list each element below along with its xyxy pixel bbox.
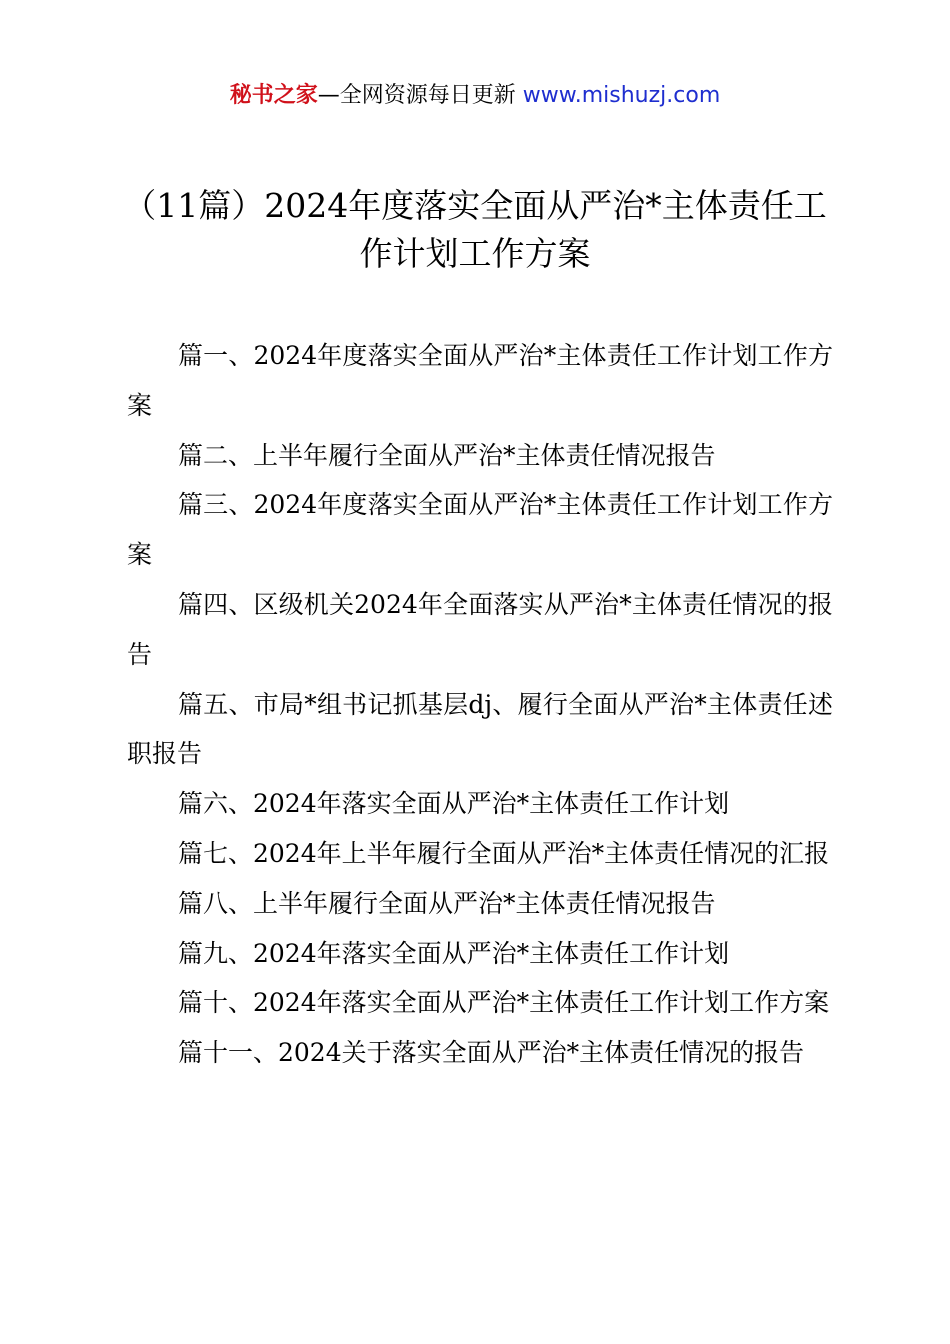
site-link[interactable]: www.mishuzj.com xyxy=(522,83,721,108)
toc-item-10: 篇十、2024年落实全面从严治*主体责任工作计划工作方案 xyxy=(178,988,830,1018)
toc-item-1: 篇一、2024年度落实全面从严治*主体责任工作计划工作方案 xyxy=(127,341,833,420)
toc-item-7: 篇七、2024年上半年履行全面从严治*主体责任情况的汇报 xyxy=(178,838,830,868)
table-of-contents xyxy=(127,331,833,1078)
header-tagline: —全网资源每日更新 xyxy=(317,83,523,108)
brand-name: 秘书之家 xyxy=(229,83,318,108)
toc-item-5: 篇五、市局*组书记抓基层dj、履行全面从严治*主体责任述职报告 xyxy=(127,689,833,769)
toc-item-4: 篇四、区级机关2024年全面落实从严治*主体责任情况的报告 xyxy=(127,589,833,669)
document-title: （11篇）2024年度落实全面从严治*主体责任工作计划工作方案 xyxy=(123,186,827,273)
toc-item-3: 篇三、2024年度落实全面从严治*主体责任工作计划工作方案 xyxy=(127,490,833,570)
toc-item-2: 篇二、上半年履行全面从严治*主体责任情况报告 xyxy=(178,440,716,470)
toc-item-8: 篇八、上半年履行全面从严治*主体责任情况报告 xyxy=(178,888,716,918)
site-header xyxy=(0,80,950,112)
toc-item-9: 篇九、2024年落实全面从严治*主体责任工作计划 xyxy=(178,938,730,968)
toc-item-6: 篇六、2024年落实全面从严治*主体责任工作计划 xyxy=(178,789,730,819)
toc-item-11: 篇十一、2024关于落实全面从严治*主体责任情况的报告 xyxy=(178,1038,805,1068)
